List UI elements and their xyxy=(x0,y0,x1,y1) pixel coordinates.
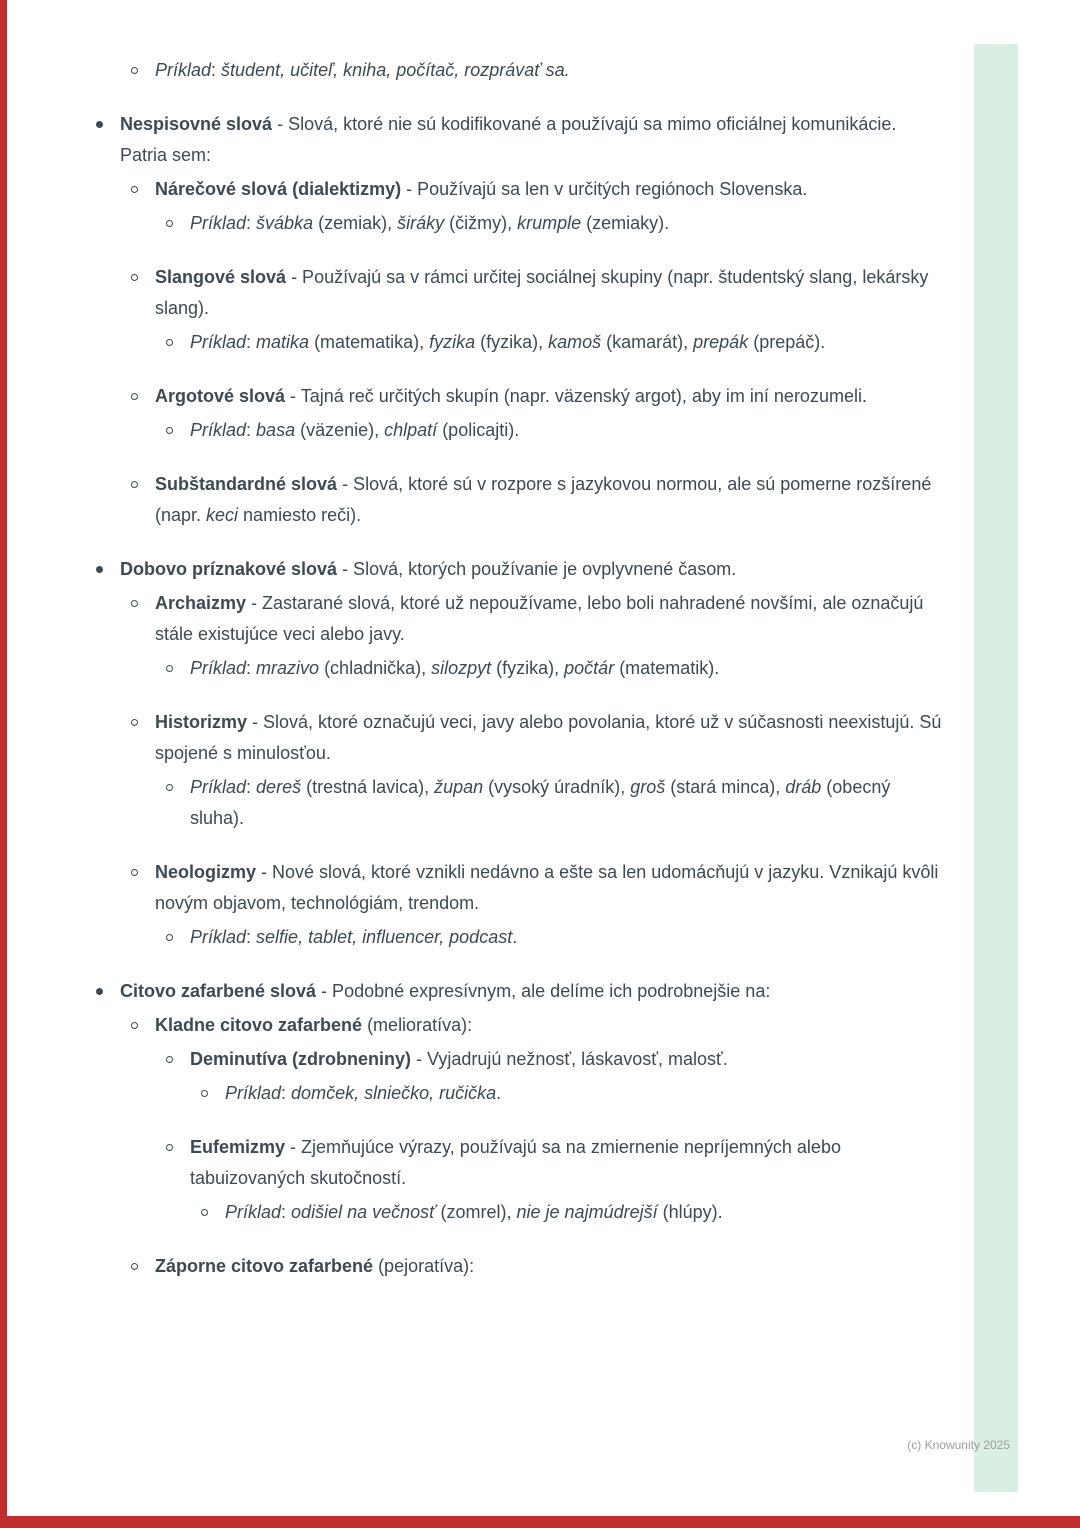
list-item-text: Nárečové slová (dialektizmy) - Používajú sa len v určitých regiónoch Slovenska. xyxy=(155,179,808,199)
circle-bullet-icon xyxy=(131,262,155,324)
circle-bullet-icon xyxy=(166,327,190,358)
circle-bullet-icon xyxy=(166,415,190,446)
green-accent-stripe xyxy=(974,44,1018,1492)
list-item-text: Eufemizmy - Zjemňujúce výrazy, používajú sa na zmiernenie nepríjemných alebo tabuizovaných skutočností. xyxy=(190,1137,841,1188)
circle-bullet-icon xyxy=(131,1010,155,1041)
list-item xyxy=(0,554,945,585)
list-item-text: Subštandardné slová - Slová, ktoré sú v rozpore s jazykovou normou, ale sú pomerne rozšírené (napr. keci namiesto reči). xyxy=(155,474,932,525)
list-item-text: Príklad: študent, učiteľ, kniha, počítač, rozprávať sa. xyxy=(155,60,570,80)
circle-bullet-icon xyxy=(131,1251,155,1282)
list-item xyxy=(0,1197,945,1228)
list-item xyxy=(0,1251,945,1282)
list-item xyxy=(0,174,945,205)
list-item xyxy=(0,1078,945,1109)
list-item-text: Záporne citovo zafarbené (pejoratíva): xyxy=(155,1256,475,1276)
list-item-text: Dobovo príznakové slová - Slová, ktorých používanie je ovplyvnené časom. xyxy=(120,559,737,579)
list-item-text: Príklad: basa (väzenie), chlpatí (policajti). xyxy=(190,420,520,440)
list-item xyxy=(0,109,945,171)
list-item-text: Slangové slová - Používajú sa v rámci určitej sociálnej skupiny (napr. študentský slang, lekársky slang). xyxy=(155,267,929,318)
circle-bullet-icon xyxy=(131,707,155,769)
list-item xyxy=(0,381,945,412)
list-item xyxy=(0,208,945,239)
list-item-text: Archaizmy - Zastarané slová, ktoré už nepoužívame, lebo boli nahradené novšími, ale označujú stále existujúce veci alebo javy. xyxy=(155,593,924,644)
circle-bullet-icon xyxy=(166,922,190,953)
list-item-text: Príklad: mrazivo (chladnička), silozpyt (fyzika), počtár (matematik). xyxy=(190,658,720,678)
circle-bullet-icon xyxy=(131,469,155,531)
circle-bullet-icon xyxy=(166,1044,190,1075)
list-item xyxy=(0,976,945,1007)
circle-bullet-icon xyxy=(166,772,190,834)
circle-bullet-icon xyxy=(201,1197,225,1228)
left-red-edge xyxy=(0,0,7,1528)
list-item-text: Príklad: dereš (trestná lavica), župan (vysoký úradník), groš (stará minca), dráb (obecný sluha). xyxy=(190,777,891,828)
bottom-red-edge xyxy=(0,1516,1080,1528)
list-item xyxy=(0,772,945,834)
circle-bullet-icon xyxy=(131,588,155,650)
circle-bullet-icon xyxy=(131,55,155,86)
bullet-icon xyxy=(96,109,120,171)
list-item xyxy=(0,588,945,650)
list-item-text: Príklad: selfie, tablet, influencer, podcast. xyxy=(190,927,518,947)
circle-bullet-icon xyxy=(166,208,190,239)
copyright-note: (c) Knowunity 2025 xyxy=(907,1438,1010,1452)
circle-bullet-icon xyxy=(131,174,155,205)
list-item xyxy=(0,857,945,919)
list-item-text: Historizmy - Slová, ktoré označujú veci, javy alebo povolania, ktoré už v súčasnosti neexistujú. Sú spojené s minulosťou. xyxy=(155,712,942,763)
document-list xyxy=(0,52,945,1282)
bullet-icon xyxy=(96,976,120,1007)
circle-bullet-icon xyxy=(166,653,190,684)
circle-bullet-icon xyxy=(166,1132,190,1194)
list-item xyxy=(0,1044,945,1075)
bullet-icon xyxy=(96,554,120,585)
circle-bullet-icon xyxy=(131,381,155,412)
list-item xyxy=(0,469,945,531)
list-item-text: Nespisovné slová - Slová, ktoré nie sú kodifikované a používajú sa mimo oficiálnej komunikácie. Patria sem: xyxy=(120,114,897,165)
circle-bullet-icon xyxy=(131,857,155,919)
list-item-text: Príklad: matika (matematika), fyzika (fyzika), kamoš (kamarát), prepák (prepáč). xyxy=(190,332,826,352)
list-item xyxy=(0,327,945,358)
list-item-text: Príklad: domček, slniečko, ručička. xyxy=(225,1083,502,1103)
list-item-text: Neologizmy - Nové slová, ktoré vznikli nedávno a ešte sa len udomácňujú v jazyku. Vznikajú kvôli novým objavom, technológiám, trendom. xyxy=(155,862,939,913)
list-item xyxy=(0,1132,945,1194)
list-item-text: Deminutíva (zdrobneniny) - Vyjadrujú nežnosť, láskavosť, malosť. xyxy=(190,1049,728,1069)
list-item xyxy=(0,415,945,446)
circle-bullet-icon xyxy=(201,1078,225,1109)
list-item xyxy=(0,262,945,324)
list-item xyxy=(0,1010,945,1041)
list-item xyxy=(0,653,945,684)
list-item xyxy=(0,922,945,953)
list-item-text: Príklad: švábka (zemiak), širáky (čižmy), krumple (zemiaky). xyxy=(190,213,670,233)
list-item-text: Citovo zafarbené slová - Podobné expresívnym, ale delíme ich podrobnejšie na: xyxy=(120,981,771,1001)
list-item-text: Argotové slová - Tajná reč určitých skupín (napr. väzenský argot), aby im iní nerozumeli. xyxy=(155,386,867,406)
list-item-text: Kladne citovo zafarbené (melioratíva): xyxy=(155,1015,473,1035)
list-item xyxy=(0,55,945,86)
list-item-text: Príklad: odišiel na večnosť (zomrel), nie je najmúdrejší (hlúpy). xyxy=(225,1202,723,1222)
list-item xyxy=(0,707,945,769)
